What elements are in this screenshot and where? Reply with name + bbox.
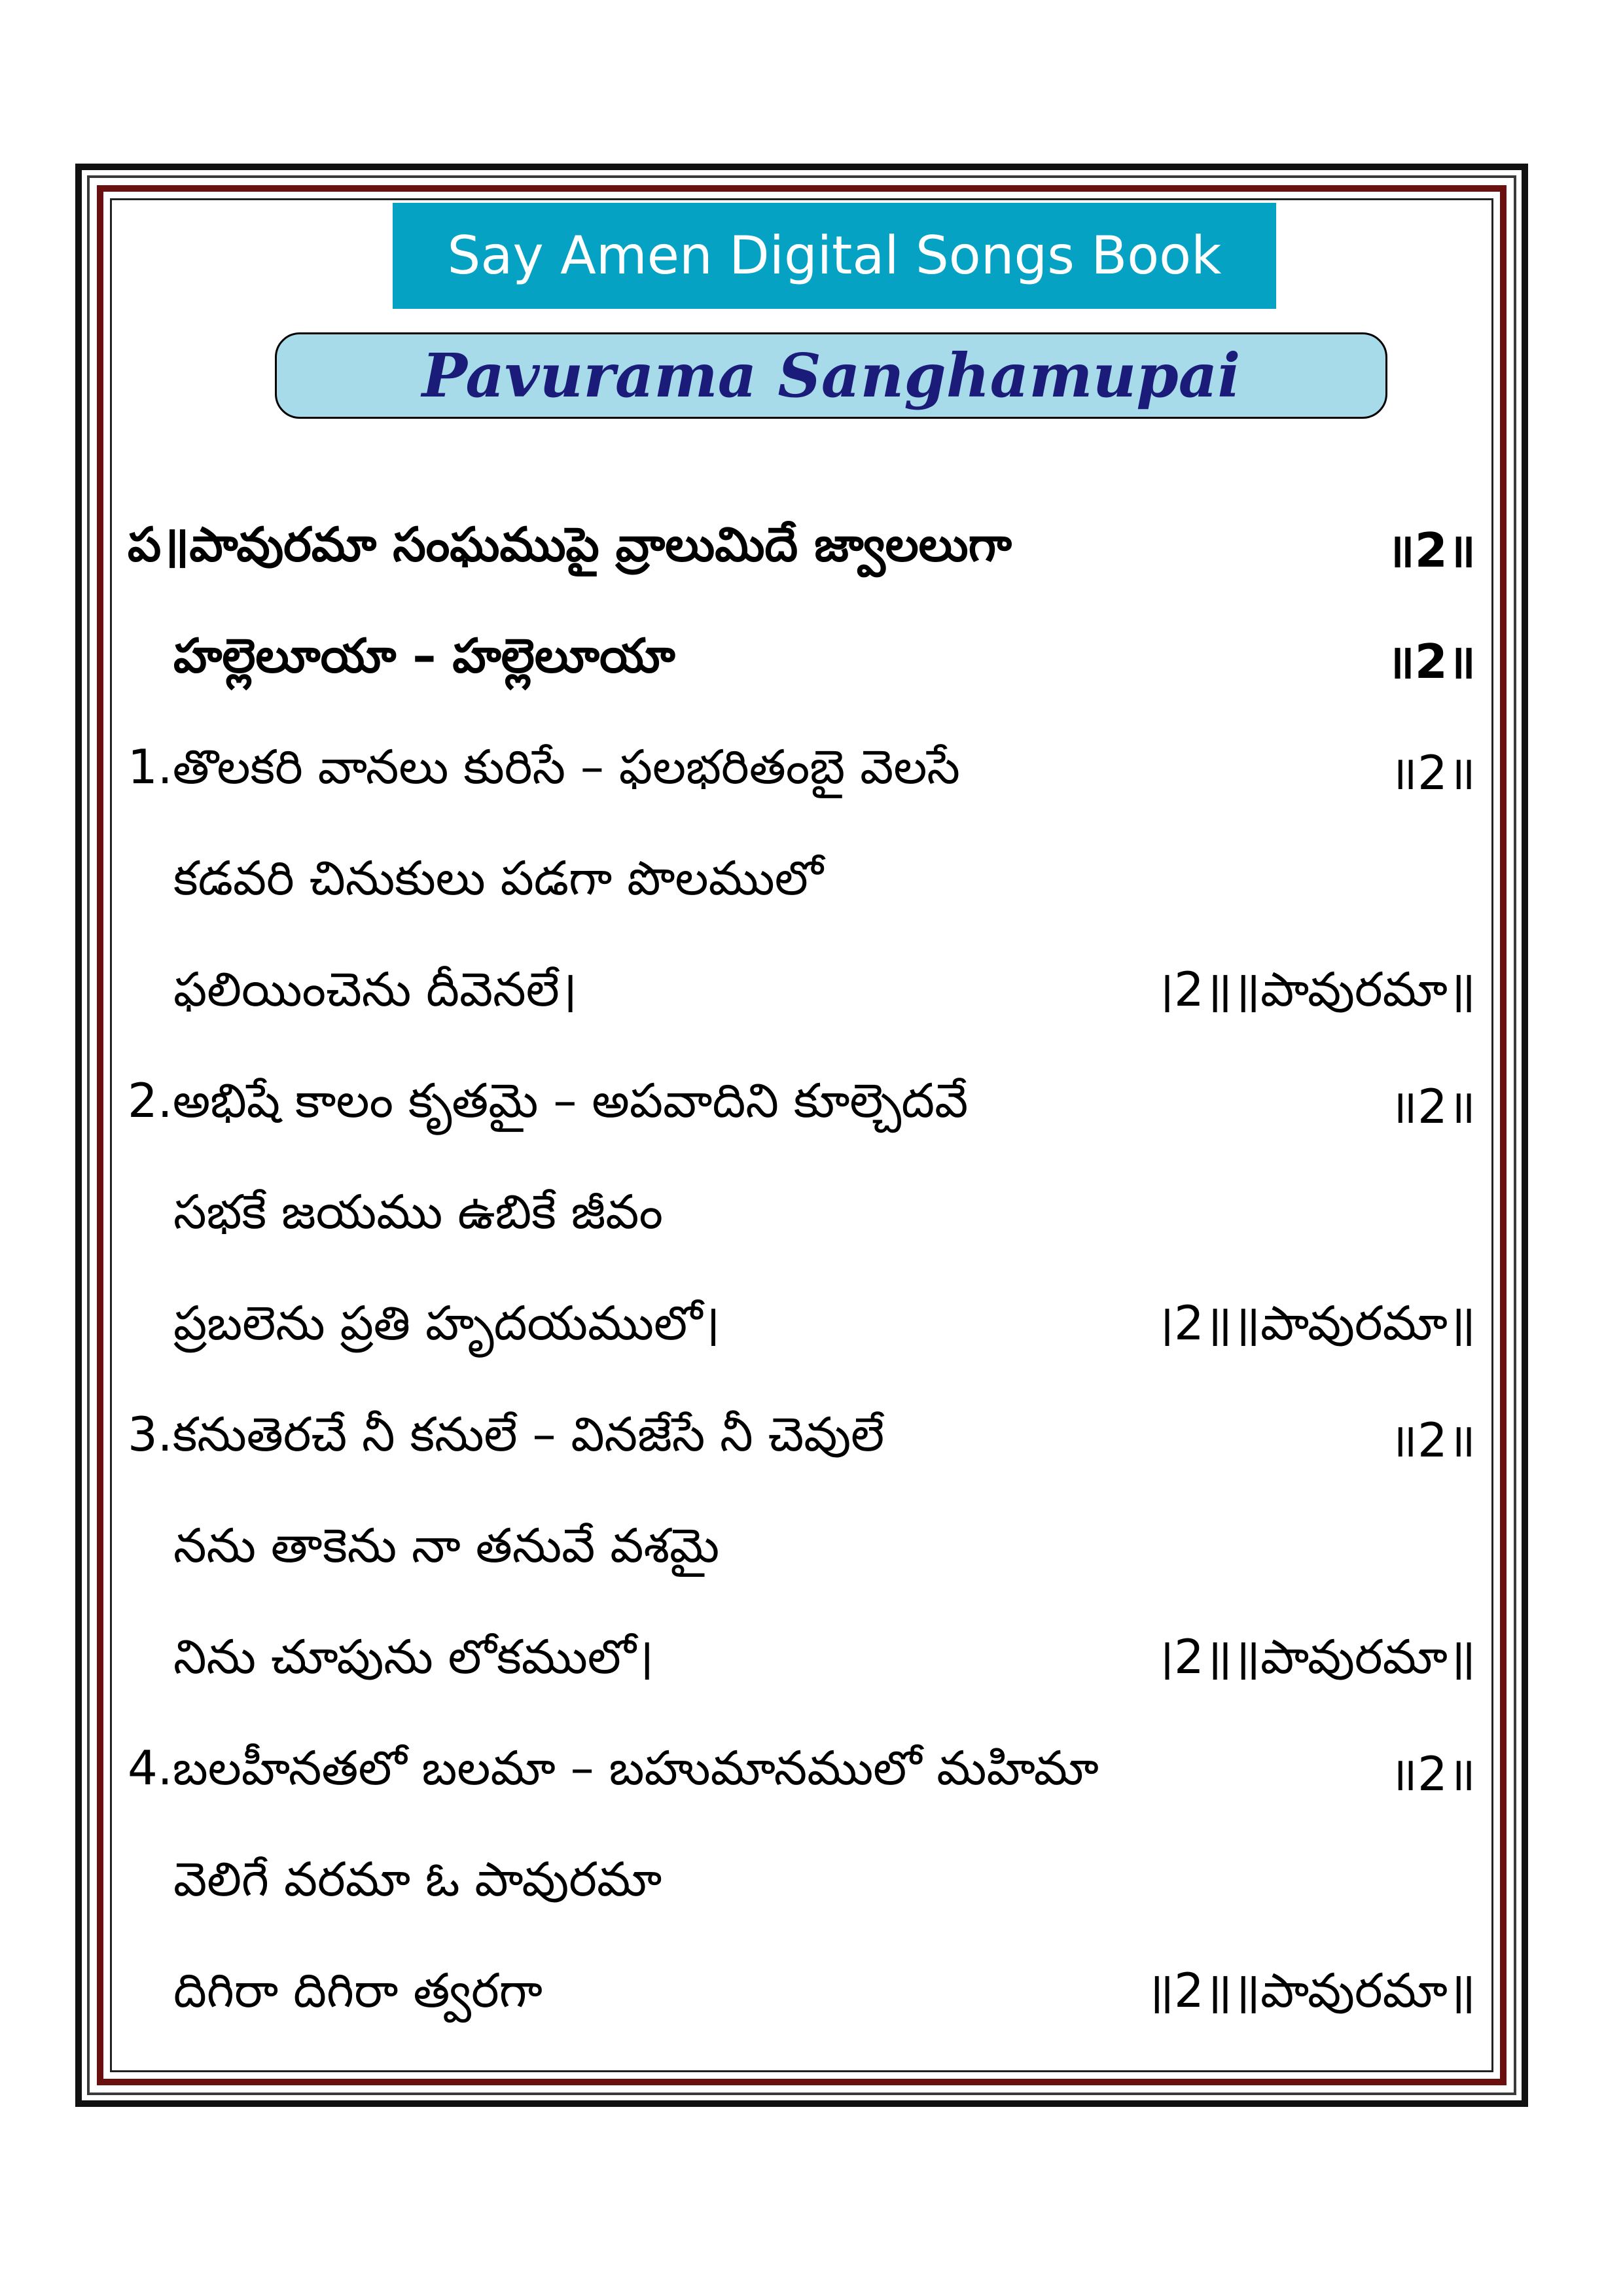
repeat-mark: ॥2॥ [1386,634,1476,689]
lyric-text: దిగిరా దిగిరా త్వరగా [173,1963,543,2018]
lyric-text: ప్రబలెను ప్రతి హృదయములో। [173,1296,721,1351]
repeat-mark: ।2॥॥పావురమా॥ [1156,1629,1476,1684]
repeat-mark: ।2॥॥పావురమా॥ [1156,1296,1476,1351]
lyrics [128,497,1476,2055]
lyric-text: ప॥పావురమా సంఘముపై వ్రాలుమిదే జ్వాలలుగా [128,517,1012,572]
lyric-line-8 [128,1276,1476,1387]
repeat-mark: ॥2॥ [1386,523,1476,578]
repeat-mark: ।2॥॥పావురమా॥ [1156,962,1476,1017]
lyric-line-4 [128,831,1476,942]
lyric-text: 3.కనుతెరచే నీ కనులే – వినజేసే నీ చెవులే [128,1407,885,1462]
lyric-line-3 [128,720,1476,831]
repeat-mark: ॥2॥ [1389,745,1476,800]
lyric-line-12 [128,1721,1476,1832]
lyric-line-7 [128,1165,1476,1276]
lyric-text: 4.బలహీనతలో బలమా – బహుమానములో మహిమా [128,1740,1099,1795]
lyric-text: హల్లెలూయా – హల్లెలూయా [173,628,675,683]
lyric-line-14 [128,1943,1476,2055]
repeat-mark: ॥2॥ [1389,1079,1476,1134]
lyric-line-1 [128,497,1476,609]
repeat-mark: ॥2॥॥పావురమా॥ [1145,1963,1476,2018]
lyric-line-11 [128,1610,1476,1721]
lyric-line-5 [128,942,1476,1053]
lyric-line-6 [128,1053,1476,1165]
lyric-line-9 [128,1387,1476,1498]
lyric-text: కడవరి చినుకులు పడగా పొలములో [173,851,823,906]
lyric-text: వెలిగే వరమా ఓ పావురమా [173,1852,662,1907]
repeat-mark: ॥2॥ [1389,1746,1476,1801]
song-title: Pavurama Sanghamupai [275,332,1387,419]
lyric-text: ఫలియించెను దీవెనలే। [173,962,578,1017]
lyric-line-10 [128,1498,1476,1610]
lyric-line-13 [128,1832,1476,1943]
lyric-text: నను తాకెను నా తనువే వశమై [173,1518,720,1573]
lyric-text: 2.అభిషే కాలం కృతమై – అపవాదిని కూల్చెదవే [128,1073,969,1128]
book-banner: Say Amen Digital Songs Book [393,203,1276,309]
repeat-mark: ॥2॥ [1389,1413,1476,1468]
lyric-line-2 [128,609,1476,720]
lyric-text: 1.తొలకరి వానలు కురిసే – ఫలభరితంబై వెలసే [128,739,960,794]
lyric-text: సభకే జయము ఉబికే జీవం [173,1184,663,1239]
lyric-text: నిను చూపును లోకములో। [173,1629,654,1684]
